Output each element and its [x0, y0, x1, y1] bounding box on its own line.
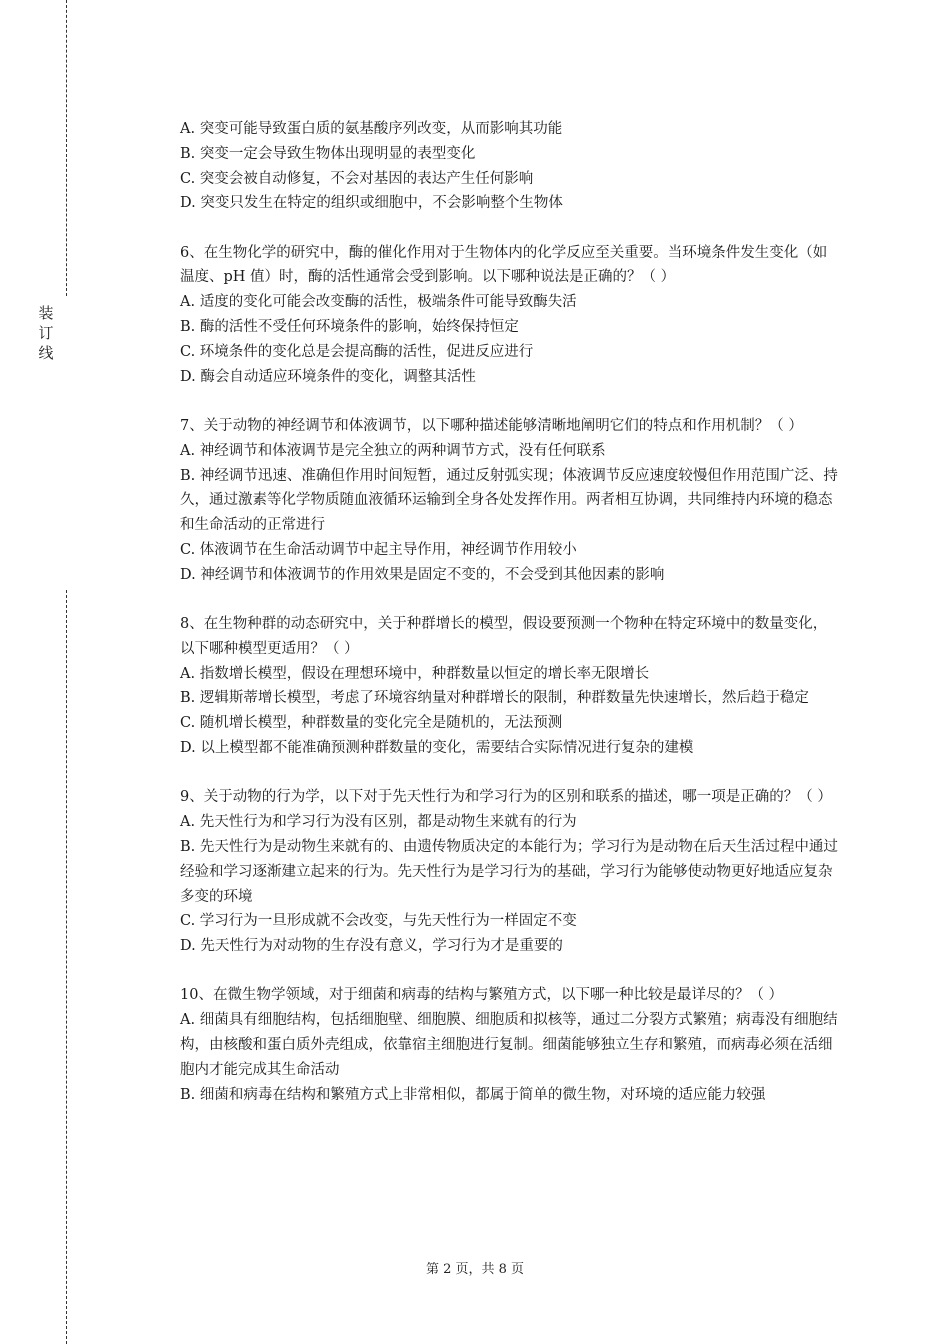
question-stem: 9、关于动物的行为学，以下对于先天性行为和学习行为的区别和联系的描述，哪一项是正确的？（ ）	[180, 789, 832, 806]
option: B. 细菌和病毒在结构和繁殖方式上非常相似，都属于简单的微生物，对环境的适应能力较强	[180, 1086, 766, 1103]
binding-char: 订	[38, 324, 54, 342]
option: D. 先天性行为对动物的生存没有意义，学习行为才是重要的	[180, 938, 563, 955]
question-stem: 6、在生物化学的研究中，酶的催化作用对于生物体内的化学反应至关重要。当环境条件发生变化（如温度、pH 值）时，酶的活性通常会受到影响。以下哪种说法是正确的？（ ）	[180, 244, 828, 286]
option: D. 神经调节和体液调节的作用效果是固定不变的，不会受到其他因素的影响	[180, 566, 665, 583]
binding-line-bottom	[66, 590, 67, 1344]
question-7	[180, 414, 840, 588]
binding-label	[36, 303, 56, 363]
option: B. 突变一定会导致生物体出现明显的表型变化	[180, 145, 476, 162]
option: C. 体液调节在生命活动调节中起主导作用，神经调节作用较小	[180, 541, 577, 558]
option: B. 神经调节迅速、准确但作用时间短暂，通过反射弧实现；体液调节反应速度较慢但作用范围广泛、持久，通过激素等化学物质随血液循环运输到全身各处发挥作用。两者相互协调，共同维持内环境的稳态和生命活动的正常进行	[180, 467, 838, 534]
option: A. 先天性行为和学习行为没有区别，都是动物生来就有的行为	[180, 814, 577, 831]
question-stem: 10、在微生物学领域，对于细菌和病毒的结构与繁殖方式，以下哪一种比较是最详尽的？（ ）	[180, 987, 784, 1004]
option: D. 以上模型都不能准确预测种群数量的变化，需要结合实际情况进行复杂的建模	[180, 740, 694, 757]
option: A. 细菌具有细胞结构，包括细胞壁、细胞膜、细胞质和拟核等，通过二分裂方式繁殖；病毒没有细胞结构，由核酸和蛋白质外壳组成，依靠宿主细胞进行复制。细菌能够独立生存和繁殖，而病毒必须在活细胞内才能完成其生命活动	[180, 1012, 838, 1078]
option: D. 突变只发生在特定的组织或细胞中，不会影响整个生物体	[180, 195, 563, 212]
option: B. 逻辑斯蒂增长模型，考虑了环境容纳量对种群增长的限制，种群数量先快速增长，然后趋于稳定	[180, 690, 809, 707]
option: C. 学习行为一旦形成就不会改变，与先天性行为一样固定不变	[180, 913, 577, 930]
option: C. 环境条件的变化总是会提高酶的活性，促进反应进行	[180, 343, 534, 360]
binding-char: 线	[38, 344, 54, 362]
question-6	[180, 241, 840, 390]
intro-options	[180, 117, 840, 216]
binding-char: 装	[38, 304, 54, 322]
option: C. 随机增长模型，种群数量的变化完全是随机的，无法预测	[180, 715, 563, 732]
option: A. 适度的变化可能会改变酶的活性，极端条件可能导致酶失活	[180, 294, 577, 311]
option: B. 先天性行为是动物生来就有的、由遗传物质决定的本能行为；学习行为是动物在后天生活过程中通过经验和学习逐渐建立起来的行为。先天性行为是学习行为的基础，学习行为能够使动物更好地适应复杂多变的环境	[180, 838, 838, 905]
question-9	[180, 785, 840, 959]
option: D. 酶会自动适应环境条件的变化，调整其活性	[180, 368, 476, 385]
page-number: 第 2 页，共 8 页	[425, 1262, 525, 1277]
binding-line-top	[66, 0, 67, 296]
option: A. 指数增长模型，假设在理想环境中，种群数量以恒定的增长率无限增长	[180, 665, 650, 682]
option: B. 酶的活性不受任何环境条件的影响，始终保持恒定	[180, 319, 519, 336]
option: C. 突变会被自动修复，不会对基因的表达产生任何影响	[180, 170, 534, 187]
question-10	[180, 983, 840, 1107]
option: A. 突变可能导致蛋白质的氨基酸序列改变，从而影响其功能	[180, 121, 563, 137]
option: A. 神经调节和体液调节是完全独立的两种调节方式，没有任何联系	[180, 442, 606, 459]
question-8	[180, 612, 840, 761]
question-stem: 7、关于动物的神经调节和体液调节，以下哪种描述能够清晰地阐明它们的特点和作用机制？（ ）	[180, 417, 803, 434]
question-stem: 8、在生物种群的动态研究中，关于种群增长的模型，假设要预测一个物种在特定环境中的数量变化，以下哪种模型更适用？（ ）	[180, 616, 828, 657]
page-content	[180, 117, 840, 1107]
